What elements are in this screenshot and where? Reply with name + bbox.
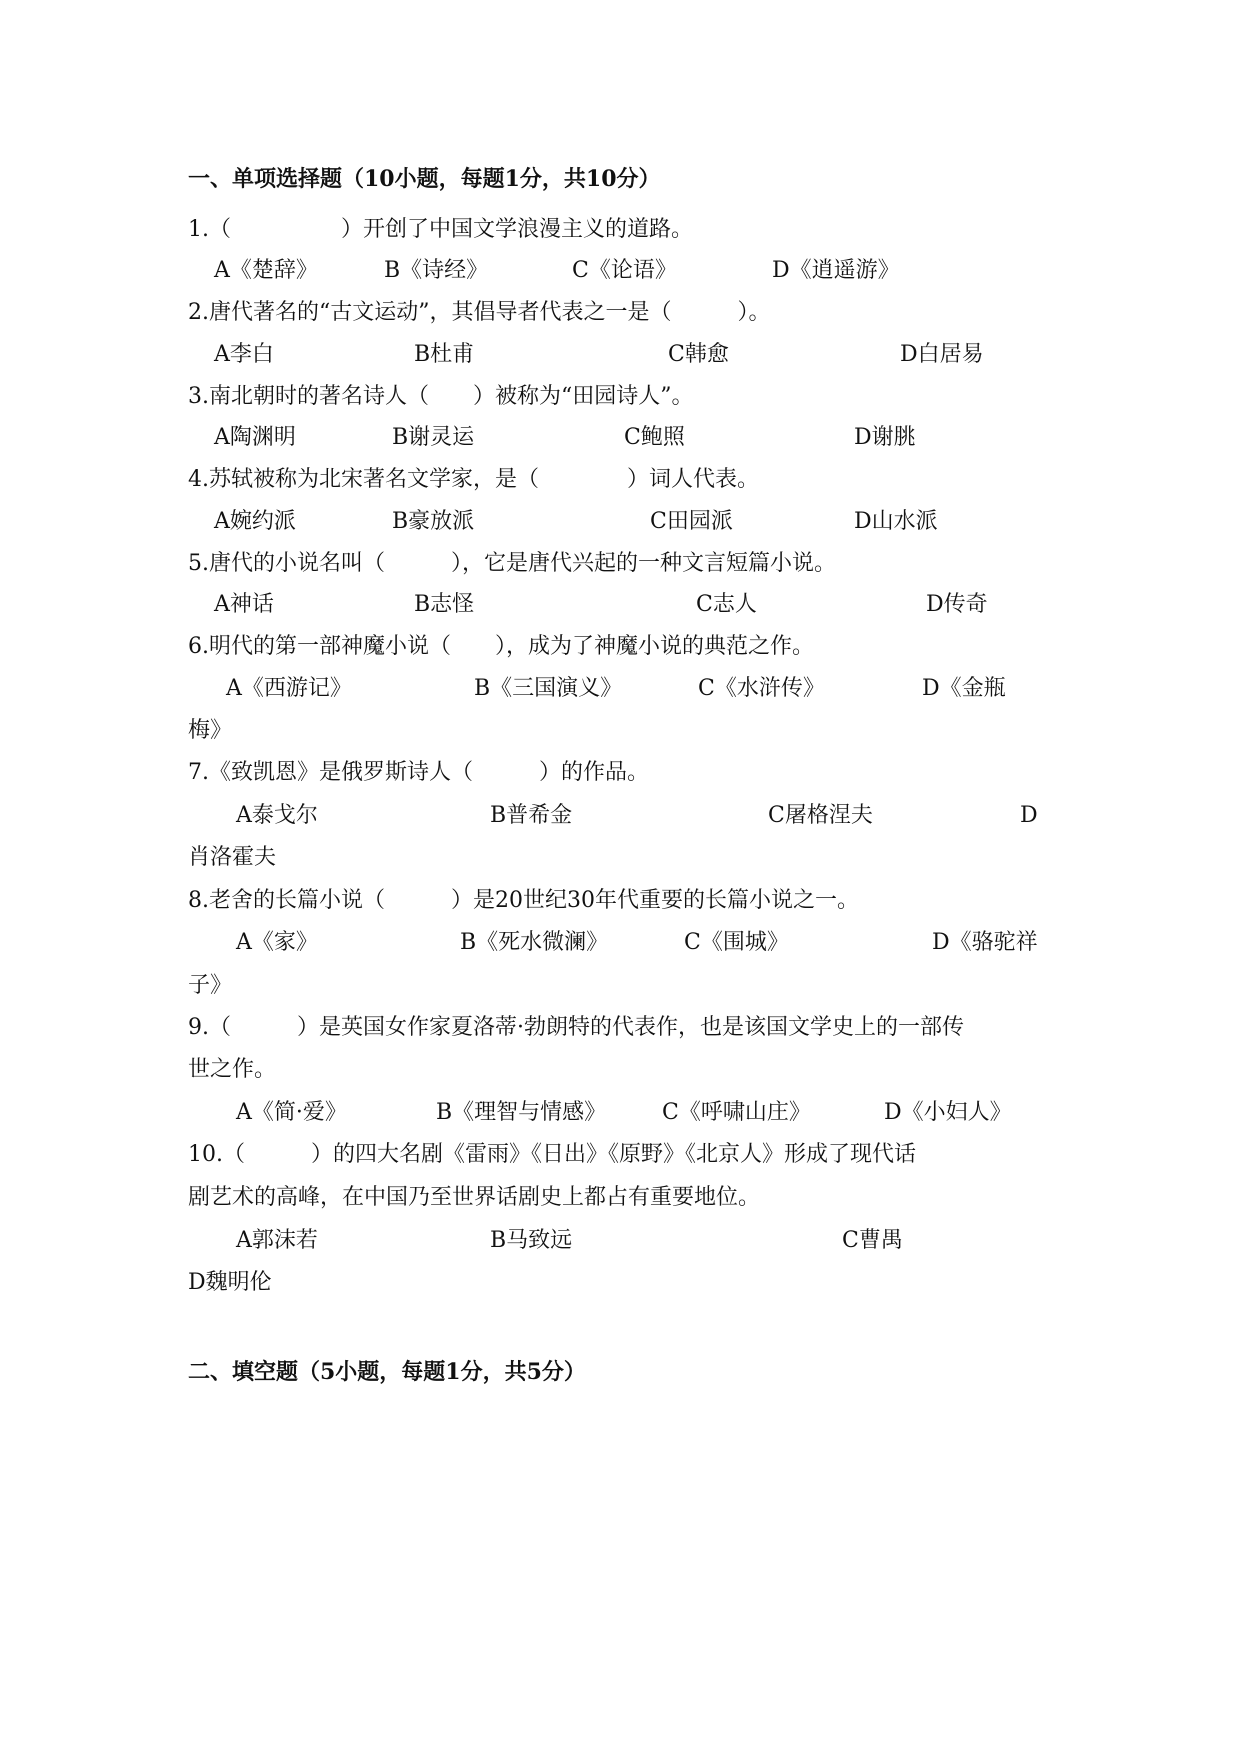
q1-option-b: B《诗经》 <box>384 258 489 283</box>
q3-option-a: A陶渊明 <box>214 425 296 450</box>
q10-option-b: B马致远 <box>490 1228 573 1253</box>
q6-option-d: D《金瓶 <box>922 676 1006 701</box>
q8-option-b: B《死水微澜》 <box>460 930 609 955</box>
q1-option-c: C《论语》 <box>572 258 677 283</box>
q8-option-a: A《家》 <box>236 930 318 955</box>
question-10-stem-line-1: 10.（ ）的四大名剧《雷雨》《日出》《原野》《北京人》形成了现代话 <box>188 1142 916 1167</box>
question-5-stem: 5.唐代的小说名叫（ ），它是唐代兴起的一种文言短篇小说。 <box>188 551 836 576</box>
q7-option-a: A泰戈尔 <box>236 803 318 828</box>
question-9-stem-line-1: 9.（ ）是英国女作家夏洛蒂·勃朗特的代表作，也是该国文学史上的一部传 <box>188 1015 964 1040</box>
q6-option-c: C《水浒传》 <box>698 676 825 701</box>
q6-option-b: B《三国演义》 <box>474 676 623 701</box>
q5-option-d: D传奇 <box>926 592 988 617</box>
q2-option-b: B杜甫 <box>414 342 475 367</box>
q4-option-b: B豪放派 <box>392 509 475 534</box>
question-7-option-wrap: 肖洛霍夫 <box>188 845 277 870</box>
question-10-stem-line-2: 剧艺术的高峰，在中国乃至世界话剧史上都占有重要地位。 <box>188 1185 761 1210</box>
q3-option-b: B谢灵运 <box>392 425 475 450</box>
question-4-stem: 4.苏轼被称为北宋著名文学家，是（ ）词人代表。 <box>188 467 759 492</box>
q1-option-d: D《逍遥游》 <box>772 258 900 283</box>
q5-option-a: A神话 <box>214 592 274 617</box>
q8-option-d: D《骆驼祥 <box>932 930 1038 955</box>
section-heading-choice: 一、单项选择题（10小题，每题1分，共10分） <box>188 166 661 192</box>
q2-option-c: C韩愈 <box>668 342 729 367</box>
question-8-stem: 8.老舍的长篇小说（ ）是20世纪30年代重要的长篇小说之一。 <box>188 888 859 913</box>
q2-option-d: D白居易 <box>900 342 984 367</box>
question-1-stem: 1.（ ）开创了中国文学浪漫主义的道路。 <box>188 217 693 242</box>
q4-option-a: A婉约派 <box>214 509 296 534</box>
question-9-stem-line-2: 世之作。 <box>188 1057 277 1082</box>
q4-option-d: D山水派 <box>854 509 938 534</box>
q9-option-a: A《简·爱》 <box>236 1100 347 1125</box>
q7-option-c: C屠格涅夫 <box>768 803 873 828</box>
q9-option-c: C《呼啸山庄》 <box>662 1100 811 1125</box>
q1-option-a: A《楚辞》 <box>214 258 318 283</box>
q7-option-b: B普希金 <box>490 803 573 828</box>
question-8-option-wrap: 子》 <box>188 973 233 998</box>
q10-option-c: C曹禺 <box>842 1228 903 1253</box>
question-6-option-wrap: 梅》 <box>188 718 233 743</box>
q6-option-a: A《西游记》 <box>226 676 352 701</box>
question-10-option-wrap: D魏明伦 <box>188 1270 272 1295</box>
q5-option-c: C志人 <box>696 592 757 617</box>
q10-option-a: A郭沫若 <box>236 1228 318 1253</box>
q5-option-b: B志怪 <box>414 592 475 617</box>
section-heading-fill-blank: 二、填空题（5小题，每题1分，共5分） <box>188 1359 586 1385</box>
q7-option-d: D <box>1020 803 1038 828</box>
question-3-stem: 3.南北朝时的著名诗人（ ）被称为“田园诗人”。 <box>188 384 694 409</box>
question-6-stem: 6.明代的第一部神魔小说（ ），成为了神魔小说的典范之作。 <box>188 634 814 659</box>
q9-option-d: D《小妇人》 <box>884 1100 1012 1125</box>
q3-option-c: C鲍照 <box>624 425 685 450</box>
q9-option-b: B《理智与情感》 <box>436 1100 607 1125</box>
q8-option-c: C《围城》 <box>684 930 789 955</box>
q2-option-a: A李白 <box>214 342 274 367</box>
q4-option-c: C田园派 <box>650 509 733 534</box>
question-7-stem: 7.《致凯恩》是俄罗斯诗人（ ）的作品。 <box>188 760 649 785</box>
question-2-stem: 2.唐代著名的“古文运动”，其倡导者代表之一是（ ）。 <box>188 300 771 325</box>
q3-option-d: D谢朓 <box>854 425 916 450</box>
